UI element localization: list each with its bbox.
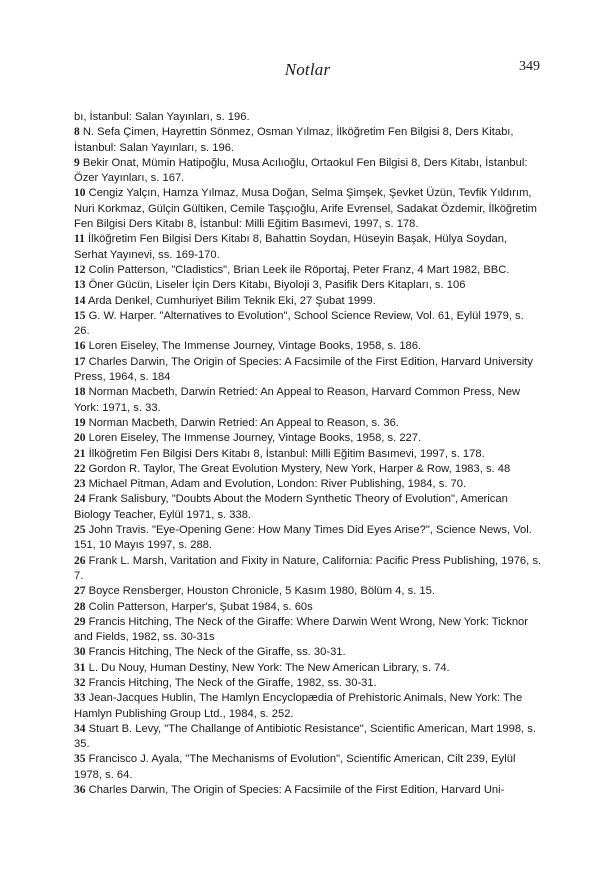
endnote-text: Charles Darwin, The Origin of Species: A Facsimile of the First Edition, Harvard University Press, 1964, s. 184 <box>74 355 533 384</box>
endnote <box>74 600 542 615</box>
endnote <box>74 752 542 783</box>
endnote <box>74 676 542 691</box>
endnote-number: 16 <box>74 340 86 353</box>
endnote-text: L. Du Nouy, Human Destiny, New York: The New American Library, s. 74. <box>88 661 450 674</box>
page-number: 349 <box>519 59 540 74</box>
endnote-number: 30 <box>74 646 86 659</box>
endnote-text: Norman Macbeth, Darwin Retried: An Appeal to Reason, s. 36. <box>88 416 399 429</box>
endnote-number: 33 <box>74 692 86 705</box>
endnote-number: 9 <box>74 156 80 169</box>
endnote <box>74 263 542 278</box>
endnote-number: 15 <box>74 309 86 322</box>
endnote <box>74 355 542 386</box>
endnote-text: Boyce Rensberger, Houston Chronicle, 5 Kasım 1980, Bölüm 4, s. 15. <box>88 585 435 598</box>
endnote-text: bı, İstanbul: Salan Yayınları, s. 196. <box>74 111 250 123</box>
endnote-number: 29 <box>74 615 86 628</box>
endnote-text: İlköğretim Fen Bilgisi Ders Kitabı 8, Bahattin Soydan, Hüseyin Başak, Hülya Soydan, Serhat Yayınevi, ss. 169-170. <box>74 233 508 261</box>
endnote <box>74 645 542 660</box>
endnote-number: 24 <box>74 493 86 506</box>
endnote-number: 17 <box>74 355 86 368</box>
endnote-number: 8 <box>74 126 80 139</box>
endnote-text: Francisco J. Ayala, "The Mechanisms of Evolution", Scientific American, Cilt 239, Eylül 1978, s. 64. <box>74 753 516 781</box>
running-header-title: Notlar <box>284 60 331 79</box>
endnote <box>74 385 542 416</box>
endnote <box>74 477 542 492</box>
endnote-text: Colin Patterson, Harper's, Şubat 1984, s. 60s <box>88 600 313 613</box>
endnote-text: Jean-Jacques Hublin, The Hamlyn Encyclopædia of Prehistoric Animals, New York: The Hamlyn Publishing Group Ltd., 1984, s. 252. <box>74 692 523 720</box>
endnote-text: Arda Denkel, Cumhuriyet Bilim Teknik Eki, 27 Şubat 1999. <box>88 294 376 307</box>
endnote-number: 36 <box>74 784 86 797</box>
endnote <box>74 278 542 293</box>
endnote <box>74 416 542 431</box>
endnote-text: Loren Eiseley, The Immense Journey, Vintage Books, 1958, s. 186. <box>88 340 422 353</box>
endnote-text: Cengiz Yalçın, Hamza Yılmaz, Musa Doğan, Selma Şimşek, Şevket Üzün, Tevfik Yıldırım, Nuri Korkmaz, Gülçin Gültiken, Cemile Taşçıoğlu, Arife Evrensel, Sadakat Özdemir, İlköğretim Fen Bilgisi Ders Kitabı 8, İstanbul: Milli Eğitim Basımevi, 1997, s. 178. <box>74 187 538 231</box>
endnote-text: Frank Salisbury, "Doubts About the Modern Synthetic Theory of Evolution", American Biology Teacher, Eylül 1971, s. 338. <box>74 493 508 521</box>
endnote-text: Frank L. Marsh, Varitation and Fixity in Nature, California: Pacific Press Publishing, 1976, s. 7. <box>74 554 542 582</box>
endnote-number: 20 <box>74 432 86 445</box>
endnote <box>74 186 542 232</box>
endnote-text: Gordon R. Taylor, The Great Evolution Mystery, New York, Harper & Row, 1983, s. 48 <box>88 462 511 475</box>
endnote-text: G. W. Harper. "Alternatives to Evolution", School Science Review, Vol. 61, Eylül 1979, s. 26. <box>74 309 524 338</box>
endnote <box>74 110 542 125</box>
endnote-text: Bekir Onat, Mümin Hatipoğlu, Musa Acılıoğlu, Ortaokul Fen Bilgisi 8, Ders Kitabı, İstanbul: Özer Yayınları, s. 167. <box>74 156 528 185</box>
endnote-number: 25 <box>74 524 86 537</box>
endnotes-list <box>74 110 542 798</box>
endnote <box>74 722 542 753</box>
endnote-number: 31 <box>74 661 86 674</box>
endnote-text: Colin Patterson, "Cladistics", Brian Leek ile Röportaj, Peter Franz, 4 Mart 1982, BBC. <box>88 263 510 276</box>
endnote-text: Öner Gücün, Liseler İçin Ders Kitabı, Biyoloji 3, Pasifik Ders Kitapları, s. 106 <box>88 279 466 292</box>
endnote-number: 10 <box>74 187 86 200</box>
endnote-text: Charles Darwin, The Origin of Species: A Facsimile of the First Edition, Harvard Uni- <box>88 784 505 797</box>
endnote <box>74 339 542 354</box>
endnote <box>74 492 542 523</box>
endnote-text: N. Sefa Çimen, Hayrettin Sönmez, Osman Yılmaz, İlköğretim Fen Bilgisi 8, Ders Kitabı, İstanbul: Salan Yayınları, s. 196. <box>74 126 514 154</box>
endnote <box>74 156 542 187</box>
endnote-text: Loren Eiseley, The Immense Journey, Vintage Books, 1958, s. 227. <box>88 432 422 445</box>
endnote <box>74 615 542 646</box>
endnote-text: Stuart B. Levy, "The Challange of Antibiotic Resistance", Scientific American, Mart 1998, s. 35. <box>74 722 536 751</box>
endnote <box>74 554 542 585</box>
endnote-number: 23 <box>74 478 86 491</box>
endnote <box>74 783 542 798</box>
endnote-number: 19 <box>74 416 86 429</box>
endnote-text: Francis Hitching, The Neck of the Giraffe, 1982, ss. 30-31. <box>88 676 377 689</box>
endnote-text: Norman Macbeth, Darwin Retried: An Appeal to Reason, Harvard Common Press, New York: 1971, s. 33. <box>74 386 521 414</box>
endnote-text: John Travis. "Eye-Opening Gene: How Many Times Did Eyes Arise?", Science News, Vol. 151, 10 Mayıs 1997, s. 288. <box>74 524 532 552</box>
endnote <box>74 125 542 156</box>
endnote-number: 27 <box>74 585 86 598</box>
endnote-number: 32 <box>74 676 86 689</box>
endnote <box>74 462 542 477</box>
endnote <box>74 294 542 309</box>
endnote-number: 34 <box>74 722 86 735</box>
endnote-number: 12 <box>74 263 86 276</box>
endnote <box>74 584 542 599</box>
endnote-text: Michael Pitman, Adam and Evolution, London: River Publishing, 1984, s. 70. <box>88 478 467 491</box>
endnote <box>74 447 542 462</box>
endnote-number: 26 <box>74 554 86 567</box>
endnote <box>74 691 542 722</box>
endnote <box>74 523 542 554</box>
endnote <box>74 431 542 446</box>
endnote-number: 28 <box>74 600 86 613</box>
endnote-number: 22 <box>74 462 86 475</box>
endnote-number: 14 <box>74 294 86 307</box>
endnote-number: 11 <box>74 233 85 246</box>
endnote-number: 13 <box>74 279 86 292</box>
endnote-text: İlköğretim Fen Bilgisi Ders Kitabı 8, İstanbul: Milli Eğitim Basımevi, 1997, s. 178. <box>88 447 485 460</box>
endnote <box>74 309 542 340</box>
endnote-text: Francis Hitching, The Neck of the Giraffe, ss. 30-31. <box>88 646 346 659</box>
endnote-number: 18 <box>74 386 86 399</box>
endnote <box>74 661 542 676</box>
endnote-number: 35 <box>74 753 86 766</box>
endnote <box>74 232 542 263</box>
endnote-text: Francis Hitching, The Neck of the Giraffe: Where Darwin Went Wrong, New York: Ticknor and Fields, 1982, ss. 30-31s <box>74 615 528 644</box>
endnote-number: 21 <box>74 447 86 460</box>
